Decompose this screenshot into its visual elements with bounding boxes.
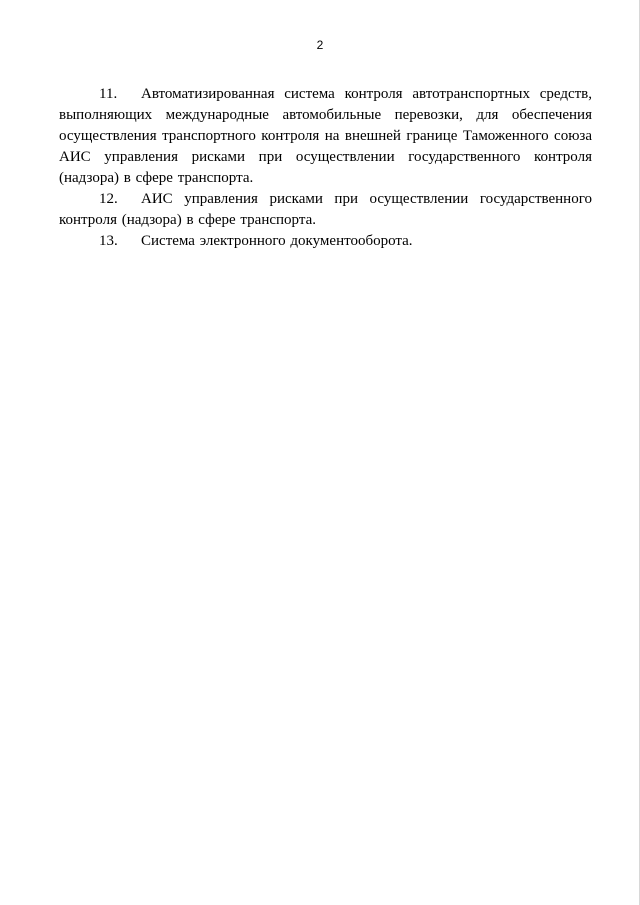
list-item xyxy=(59,84,592,189)
list-item-text: Автоматизированная система контроля автотранспортных средств, выполняющих международные автомобильные перевозки, для обеспечения осуществления транспортного контроля на внешней границе Таможенного союза АИС управления рисками при осуществлении государственного контроля (надзора) в сфере транспорта. xyxy=(59,86,592,186)
page-number: 2 xyxy=(316,38,324,52)
list-item xyxy=(59,189,592,231)
document-body xyxy=(59,84,592,252)
list-item-number: 12. xyxy=(99,191,118,207)
list-item-text: Система электронного документооборота. xyxy=(141,233,413,249)
list-item-number: 11. xyxy=(99,86,118,102)
list-item-number: 13. xyxy=(99,233,118,249)
list-item-text: АИС управления рисками при осуществлении государственного контроля (надзора) в сфере транспорта. xyxy=(59,191,592,228)
list-item xyxy=(59,231,592,252)
